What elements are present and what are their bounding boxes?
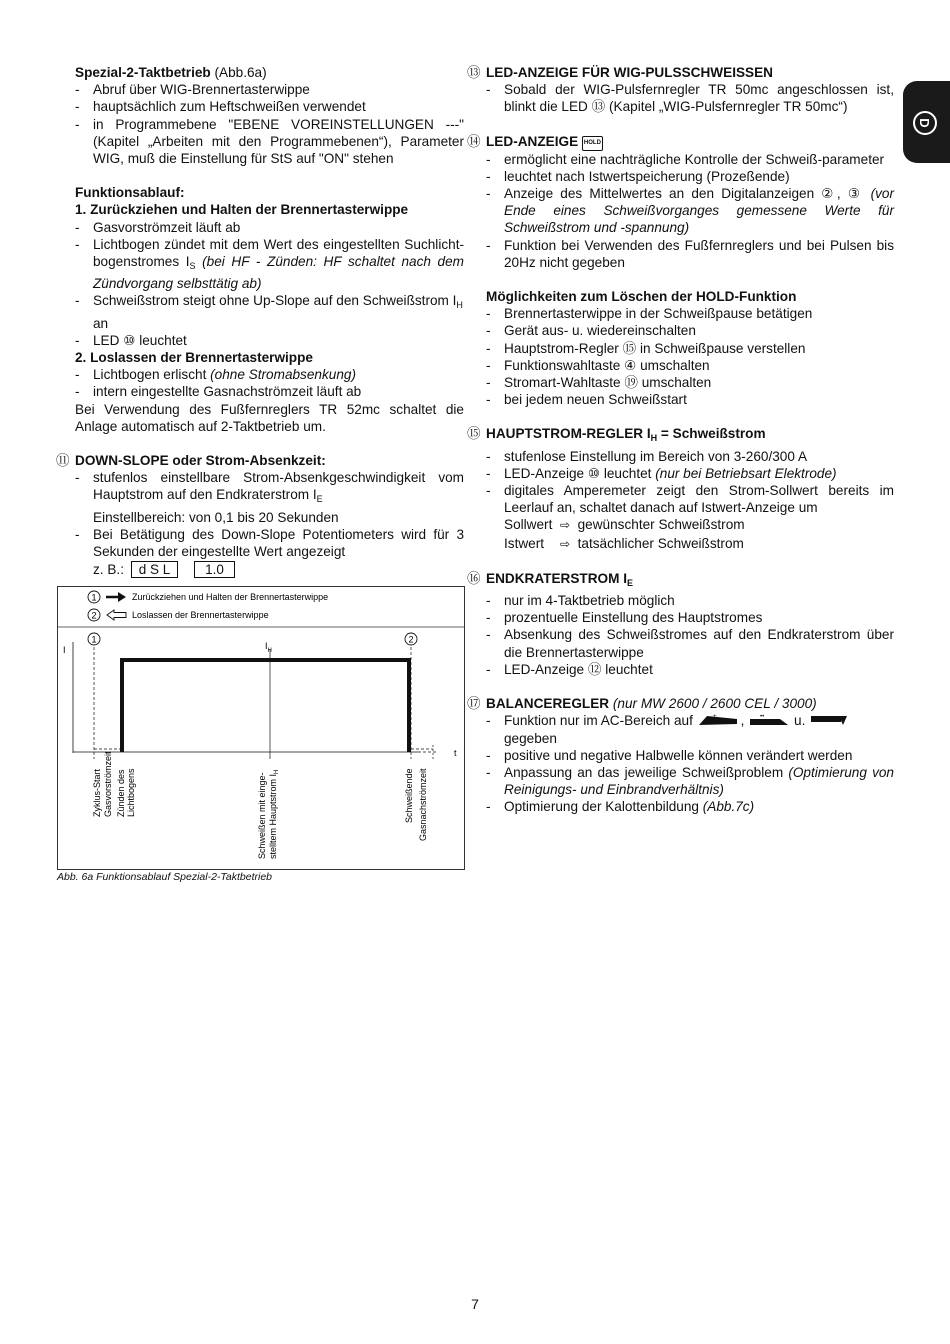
s16-item-1: - nur im 4-Taktbetrieb möglich	[486, 592, 894, 609]
step1-item-4: - LED ⑩ leuchtet	[75, 332, 464, 349]
s14-item-1: - ermöglicht eine nachträgliche Kontrolle der Schweiß-parameter	[486, 151, 894, 168]
marker-2: 2	[408, 634, 414, 645]
display-value: 1.0	[194, 561, 235, 578]
timing-diagram	[58, 587, 464, 869]
electrode-negative-icon	[809, 713, 849, 727]
right-column	[467, 64, 894, 816]
svg-text:+: +	[712, 714, 717, 721]
legend-num-1: 1	[91, 592, 97, 603]
s16-item-2: - prozentuelle Einstellung des Hauptstromes	[486, 609, 894, 626]
hold-icon: HOLD	[582, 136, 603, 151]
figure-6a	[57, 586, 465, 870]
step2-item-1: - Lichtbogen erlischt (ohne Stromabsenkung)	[75, 366, 464, 383]
s1-heading: Spezial-2-Taktbetrieb (Abb.6a)	[75, 65, 267, 80]
legend-num-2: 2	[91, 610, 97, 621]
electrode-balance-icon	[748, 713, 790, 727]
s17-item-1: - Funktion nur im AC-Bereich auf + , •• u. gegeben	[486, 712, 894, 746]
s15-item-1: - stufenlose Einstellung im Bereich von 3-260/300 A	[486, 448, 894, 465]
step2-item-2: - intern eingestellte Gasnachströmzeit läuft ab	[75, 383, 464, 400]
arrow-solid-icon	[118, 592, 126, 602]
s15-sollwert: Sollwert ⇨ gewünschter Schweißstrom	[504, 517, 745, 533]
s16-heading: ⑯ ENDKRATERSTROM $I_E$	[467, 570, 633, 588]
s16-item-3: - Absenkung des Schweißstromes auf den Endkraterstrom über die Brennertasterwippe	[486, 626, 894, 660]
s16-item-4: - LED-Anzeige ⑫ leuchtet	[486, 661, 894, 678]
s14-item-2: - leuchtet nach Istwertspeicherung (Prozeßende)	[486, 168, 894, 185]
s11-heading: ⑪ DOWN-SLOPE oder Strom-Absenkzeit:	[56, 453, 326, 469]
s13-heading: ⑬ LED-ANZEIGE FÜR WIG-PULSSCHWEISSEN	[467, 65, 773, 80]
step1-item-1: - Gasvorströmzeit läuft ab	[75, 219, 464, 236]
legend-1-text: Zurückziehen und Halten der Brennertasterwippe	[132, 592, 329, 602]
step1-item-2: - Lichtbogen zündet mit dem Wert des eingestellten Suchlicht-bogenstromes $I_S$ (bei HF - Zünden: HF schaltet nach dem Zündvorgang selbsttätig ab)	[75, 236, 464, 293]
s14-item-3: - Anzeige des Mittelwertes an den Digitalanzeigen ②, ③ (vor Ende eines Schweißvorganges gemessene Werte für Schweißstrom und -spannung)	[486, 185, 894, 237]
label-schweissen-2: stelltem Hauptstrom $I_H$	[268, 769, 280, 859]
hold-heading: Möglichkeiten zum Löschen der HOLD-Funktion	[486, 289, 797, 305]
ih-label: $I_H$	[265, 641, 272, 654]
current-waveform	[122, 660, 409, 752]
display-dsl: d S L	[131, 561, 179, 578]
s11-example: z. B.: d S L 1.0	[75, 561, 464, 578]
language-tab-letter: D	[913, 111, 937, 135]
label-zyklus-start: Zyklus-Start	[92, 768, 102, 817]
y-axis-label: I	[63, 645, 66, 655]
s14-heading: ⑭ LED-ANZEIGE HOLD	[467, 133, 601, 149]
s11-item-2: - Bei Betätigung des Down-Slope Potentiometers wird für 3 Sekunden der eingestellte Wert angezeigt	[75, 526, 464, 560]
step2-note: Bei Verwendung des Fußfernreglers TR 52mc schaltet die Anlage automatisch auf 2-Taktbetrieb um.	[75, 401, 464, 434]
s11-item-1: - stufenlos einstellbare Strom-Absenkgeschwindigkeit vom Hauptstrom auf den Endkraterstrom $I_E$ Einstellbereich: von 0,1 bis 20 Sekunden	[75, 469, 464, 526]
electrode-ac-icon	[697, 713, 741, 727]
label-gasvorstroemzeit: Gasvorströmzeit	[103, 751, 113, 817]
s17-item-4: - Optimierung der Kalottenbildung (Abb.7c)	[486, 798, 894, 815]
funktionsablauf-heading: Funktionsablauf:	[75, 185, 185, 201]
s17-item-3: - Anpassung an das jeweilige Schweißproblem (Optimierung von Reinigungs- und Einbrandverhältnis)	[486, 764, 894, 798]
marker-1: 1	[91, 634, 97, 645]
s1-item-1: - Abruf über WIG-Brennertasterwippe	[75, 81, 464, 98]
label-schweissende: Schweißende	[404, 768, 414, 823]
hollow-arrow-icon: ⇨	[560, 536, 571, 551]
language-tab	[903, 81, 950, 163]
s15-item-3: - digitales Amperemeter zeigt den Strom-Sollwert bereits im Leerlauf an, schaltet danach auf Istwert-Anzeige um	[486, 482, 894, 516]
label-zuenden-2: Lichtbogens	[126, 768, 136, 817]
figure-caption: Abb. 6a Funktionsablauf Spezial-2-Taktbetrieb	[57, 871, 272, 883]
s1-item-2: - hauptsächlich zum Heftschweißen verwendet	[75, 98, 464, 115]
legend-2-text: Loslassen der Brennertasterwippe	[132, 610, 269, 620]
hollow-arrow-icon: ⇨	[560, 518, 571, 533]
s15-item-2: - LED-Anzeige ⑩ leuchtet (nur bei Betriebsart Elektrode)	[486, 465, 894, 482]
hold-item-5: - Stromart-Wahltaste ⑲ umschalten	[486, 374, 894, 391]
step2-heading: 2. Loslassen der Brennertasterwippe	[75, 350, 313, 366]
hold-item-4: - Funktionswahltaste ④ umschalten	[486, 357, 894, 374]
hold-item-3: - Hauptstrom-Regler ⑮ in Schweißpause verstellen	[486, 340, 894, 357]
arrow-hollow-icon	[107, 610, 126, 620]
s1-item-3: - in Programmebene "EBENE VOREINSTELLUNGEN ---" (Kapitel „Arbeiten mit den Programmebenen“), Parameter WIG, muß die Einstellung für StS auf "ON" stehen	[75, 116, 464, 168]
s14-item-4: - Funktion bei Verwenden des Fußfernreglers und bei Pulsen bis 20Hz nicht gegeben	[486, 237, 894, 271]
left-column	[56, 64, 464, 578]
s17-item-2: - positive und negative Halbwelle können verändert werden	[486, 747, 894, 764]
s17-heading: ⑰ BALANCEREGLER (nur MW 2600 / 2600 CEL / 3000)	[467, 696, 817, 712]
step1-heading: 1. Zurückziehen und Halten der Brennertasterwippe	[75, 202, 409, 218]
x-axis-label: t	[454, 748, 457, 758]
s15-heading: ⑮ HAUPTSTROM-REGLER $I_H$ = Schweißstrom	[467, 426, 766, 444]
page-number: 7	[471, 1296, 479, 1312]
label-gasnachstroemzeit: Gasnachströmzeit	[418, 768, 428, 841]
label-zuenden-1: Zünden des	[116, 769, 126, 817]
svg-text:••: ••	[760, 714, 765, 721]
s13-item: - Sobald der WIG-Pulsfernregler TR 50mc angeschlossen ist, blinkt die LED ⑬ (Kapitel „WIG-Pulsfernregler TR 50mc“)	[486, 81, 894, 115]
hold-item-6: - bei jedem neuen Schweißstart	[486, 391, 894, 408]
label-schweissen-1: Schweißen mit einge-	[257, 772, 267, 859]
s15-istwert: Istwert ⇨ tatsächlicher Schweißstrom	[504, 535, 744, 551]
step1-item-3: - Schweißstrom steigt ohne Up-Slope auf den Schweißstrom $I_H$ an	[75, 292, 464, 331]
hold-item-1: - Brennertasterwippe in der Schweißpause betätigen	[486, 305, 894, 322]
hold-item-2: - Gerät aus- u. wiedereinschalten	[486, 322, 894, 339]
